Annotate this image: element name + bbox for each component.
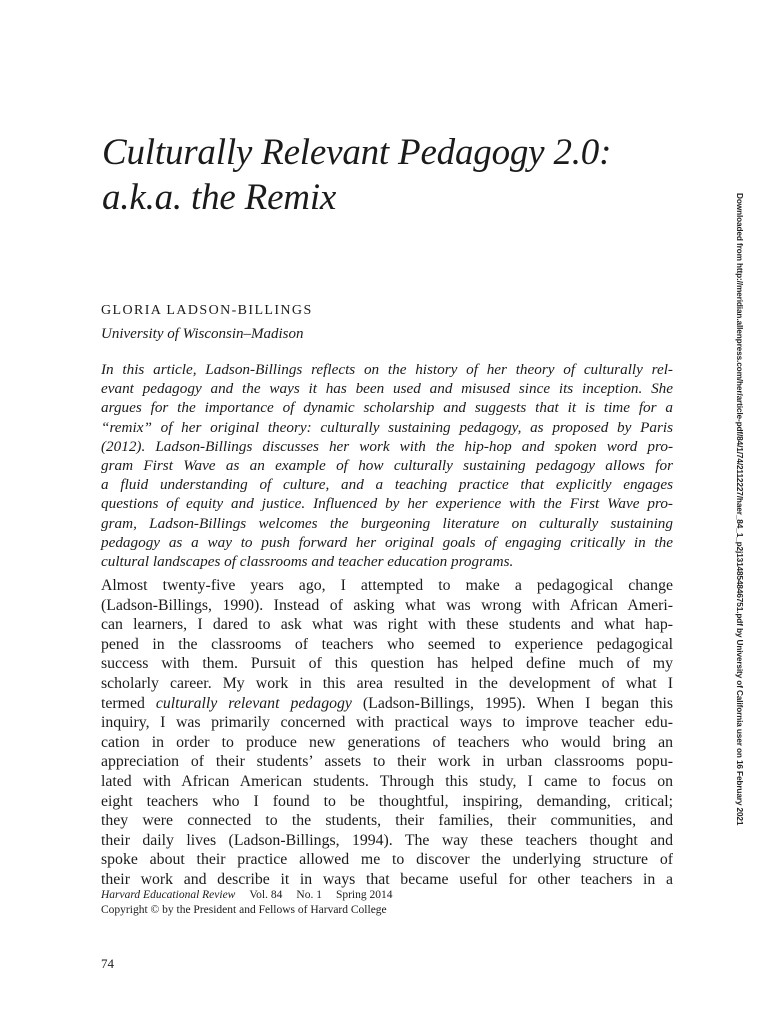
abstract-line: (2012). Ladson-Billings discusses her work with the hip-hop and spoken word pro- — [101, 437, 673, 455]
abstract-line: evant pedagogy and the ways it has been used and misused since its inception. She — [101, 380, 673, 398]
body-text — [101, 576, 673, 890]
body-text-segment: (Ladson-Billings, 1995). When I began this — [351, 694, 674, 712]
abstract-line: pedagogy as a way to push forward her original goals of engaging critically in the — [101, 533, 673, 551]
download-watermark: Downloaded from http://meridian.allenpress.com/her/article-pdf/84/1/74/2112227/haer_84_1_p2j1314854846751.pdf by University of California user on 16 February 2021 — [735, 193, 745, 826]
body-line: can learners, I dared to ask what was right with these students and what hap- — [101, 616, 673, 634]
citation-line — [101, 888, 393, 903]
body-line: their daily lives (Ladson-Billings, 1994). The way these teachers thought and — [101, 831, 673, 849]
author-affiliation: University of Wisconsin–Madison — [101, 326, 304, 342]
body-line: appreciation of their students’ assets to their work in urban classrooms popu- — [101, 753, 673, 771]
abstract-line: In this article, Ladson-Billings reflects on the history of her theory of culturally rel- — [101, 361, 673, 378]
body-line: cation in order to produce new generations of teachers who would bring an — [101, 733, 673, 751]
author-name: GLORIA LADSON-BILLINGS — [101, 303, 313, 318]
body-line: scholarly career. My work in this area resulted in the development of what I — [101, 674, 673, 692]
body-line: Almost twenty-five years ago, I attempted to make a pedagogical change — [101, 577, 673, 594]
body-line: pened in the classrooms of teachers who seemed to experience pedagogical — [101, 635, 673, 653]
journal-name: Harvard Educational Review — [101, 889, 236, 901]
abstract-line: questions of equity and justice. Influenced by her experience with the First Wave pro- — [101, 495, 673, 513]
abstract-line: argues for the importance of dynamic scholarship and suggests that it is time for a — [101, 399, 673, 417]
journal-volume: Vol. 84 — [249, 889, 283, 901]
body-line: (Ladson-Billings, 1990). Instead of asking what was wrong with African Ameri- — [101, 596, 673, 614]
body-line: eight teachers who I found to be thoughtful, inspiring, demanding, critical; — [101, 792, 673, 810]
journal-footer — [101, 888, 393, 918]
body-line: their work and describe it in ways that became useful for other teachers in a — [101, 870, 673, 888]
journal-season: Spring 2014 — [335, 889, 393, 901]
body-line: inquiry, I was primarily concerned with practical ways to improve teacher edu- — [101, 714, 673, 732]
abstract-line: gram First Wave as an example of how culturally sustaining pedagogy allows for — [101, 457, 673, 475]
body-line: lated with African American students. Through this study, I came to focus on — [101, 772, 673, 790]
abstract-line: “remix” of her original theory: culturally sustaining pedagogy, as proposed by Paris — [101, 418, 673, 436]
body-line — [101, 694, 673, 714]
title-line-1: Culturally Relevant Pedagogy 2.0: — [102, 132, 612, 173]
abstract — [101, 360, 673, 571]
page-number: 74 — [101, 956, 114, 971]
article-title — [102, 130, 662, 220]
copyright-notice: Copyright © by the President and Fellows of Harvard College — [101, 904, 387, 916]
abstract-line: a fluid understanding of culture, and a teaching practice that explicitly engages — [101, 476, 673, 494]
body-line: spoke about their practice allowed me to discover the underlying structure of — [101, 851, 673, 869]
body-line: success with them. Pursuit of this question has helped define much of my — [101, 655, 673, 673]
body-text-segment: termed — [101, 694, 156, 712]
italic-term: culturally relevant pedagogy — [155, 694, 352, 712]
abstract-line: gram, Ladson-Billings welcomes the burgeoning literature on culturally sustaining — [101, 514, 673, 532]
body-line: they were connected to the students, their families, their communities, and — [101, 812, 673, 830]
title-line-2: a.k.a. the Remix — [102, 177, 337, 218]
abstract-line: cultural landscapes of classrooms and teacher education programs. — [101, 553, 514, 571]
journal-number: No. 1 — [296, 889, 322, 901]
